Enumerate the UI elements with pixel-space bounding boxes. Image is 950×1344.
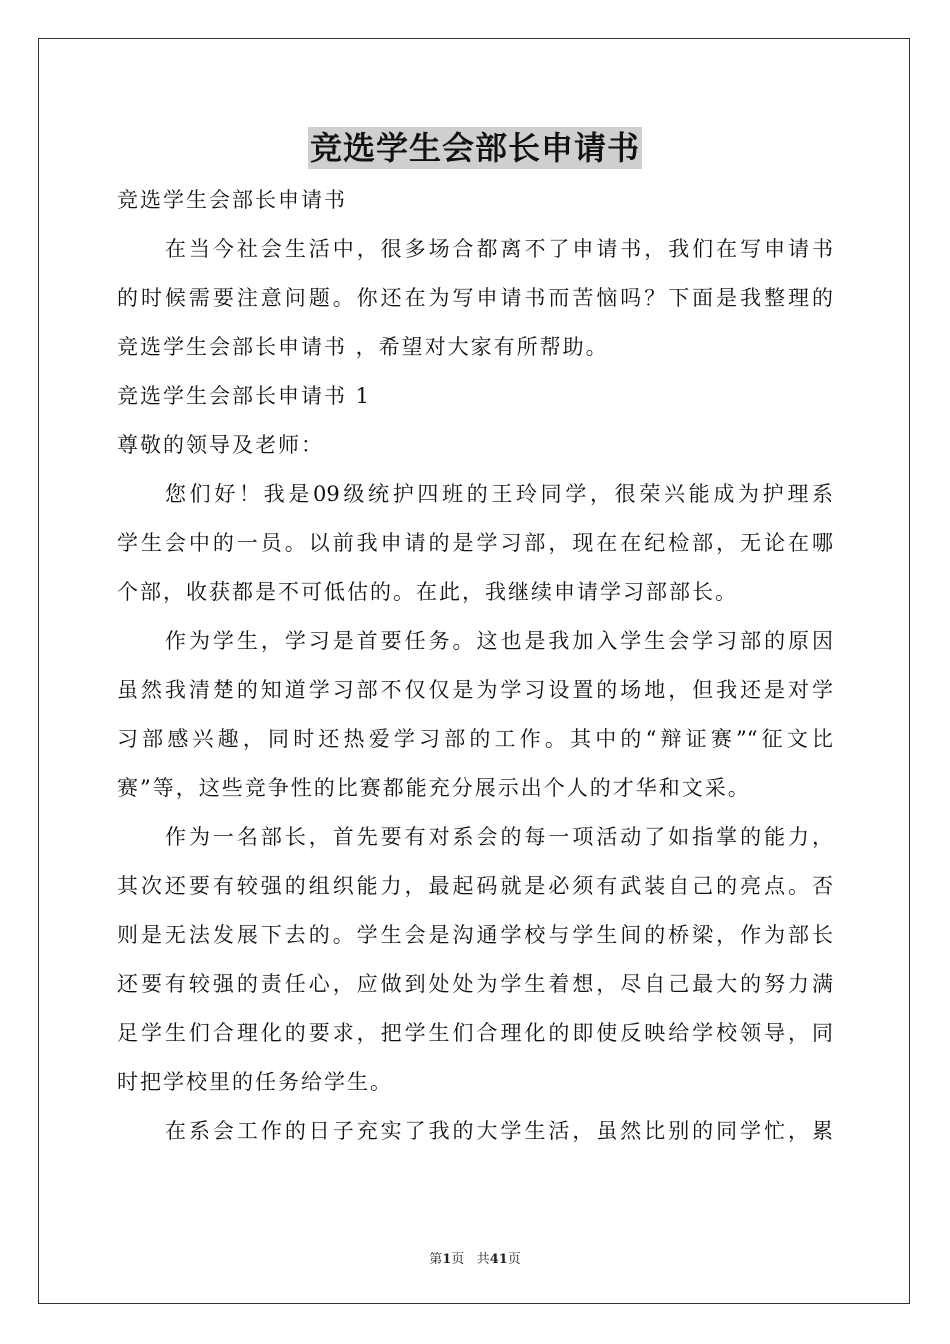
text-line: 还要有较强的责任心，应做到处处为学生着想，尽自己最大的努力满 <box>117 972 833 996</box>
footer-page-number: 1 <box>442 1252 452 1267</box>
document-body <box>117 176 833 1156</box>
footer-page-prefix: 第 <box>429 1252 443 1267</box>
footer-total-prefix: 共 <box>476 1252 490 1267</box>
footer-total-suffix: 页 <box>507 1252 521 1267</box>
footer-page-suffix: 页 <box>451 1252 465 1267</box>
text-line: 虽然我清楚的知道学习部不仅仅是为学习设置的场地，但我还是对学 <box>117 678 833 702</box>
text-line: 您们好！我是09级统护四班的王玲同学，很荣兴能成为护理系 <box>165 482 833 506</box>
text-line: 学生会中的一员。以前我申请的是学习部，现在在纪检部，无论在哪 <box>117 531 833 555</box>
text-line: 在系会工作的日子充实了我的大学生活，虽然比别的同学忙，累 <box>165 1119 833 1143</box>
text-line: 的时候需要注意问题。你还在为写申请书而苦恼吗？下面是我整理的 <box>117 286 833 310</box>
text-line: 在当今社会生活中，很多场合都离不了申请书，我们在写申请书 <box>165 237 833 261</box>
text-line: 竞选学生会部长申请书 1 <box>117 384 372 408</box>
title-container <box>0 127 950 169</box>
text-line: 时把学校里的任务给学生。 <box>117 1070 393 1094</box>
text-line: 习部感兴趣，同时还热爱学习部的工作。其中的“辩证赛”“征文比 <box>117 727 833 751</box>
footer-total-pages: 41 <box>489 1252 508 1267</box>
text-line: 尊敬的领导及老师： <box>117 433 324 457</box>
document-title: 竞选学生会部长申请书 <box>309 129 640 167</box>
text-line: 赛”等，这些竞争性的比赛都能充分展示出个人的才华和文采。 <box>117 776 751 800</box>
text-line: 竞选学生会部长申请书 ，希望对大家有所帮助。 <box>117 335 609 359</box>
text-line: 其次还要有较强的组织能力，最起码就是必须有武装自己的亮点。否 <box>117 874 833 898</box>
text-line: 竞选学生会部长申请书 <box>117 188 347 212</box>
text-line: 个部，收获都是不可低估的。在此，我继续申请学习部部长。 <box>117 580 738 604</box>
text-line: 则是无法发展下去的。学生会是沟通学校与学生间的桥梁，作为部长 <box>117 923 833 947</box>
text-line: 足学生们合理化的要求，把学生们合理化的即使反映给学校领导，同 <box>117 1021 833 1045</box>
text-line: 作为一名部长，首先要有对系会的每一项活动了如指掌的能力， <box>165 825 833 849</box>
page-footer <box>0 1248 950 1267</box>
text-line: 作为学生，学习是首要任务。这也是我加入学生会学习部的原因 <box>165 629 833 653</box>
